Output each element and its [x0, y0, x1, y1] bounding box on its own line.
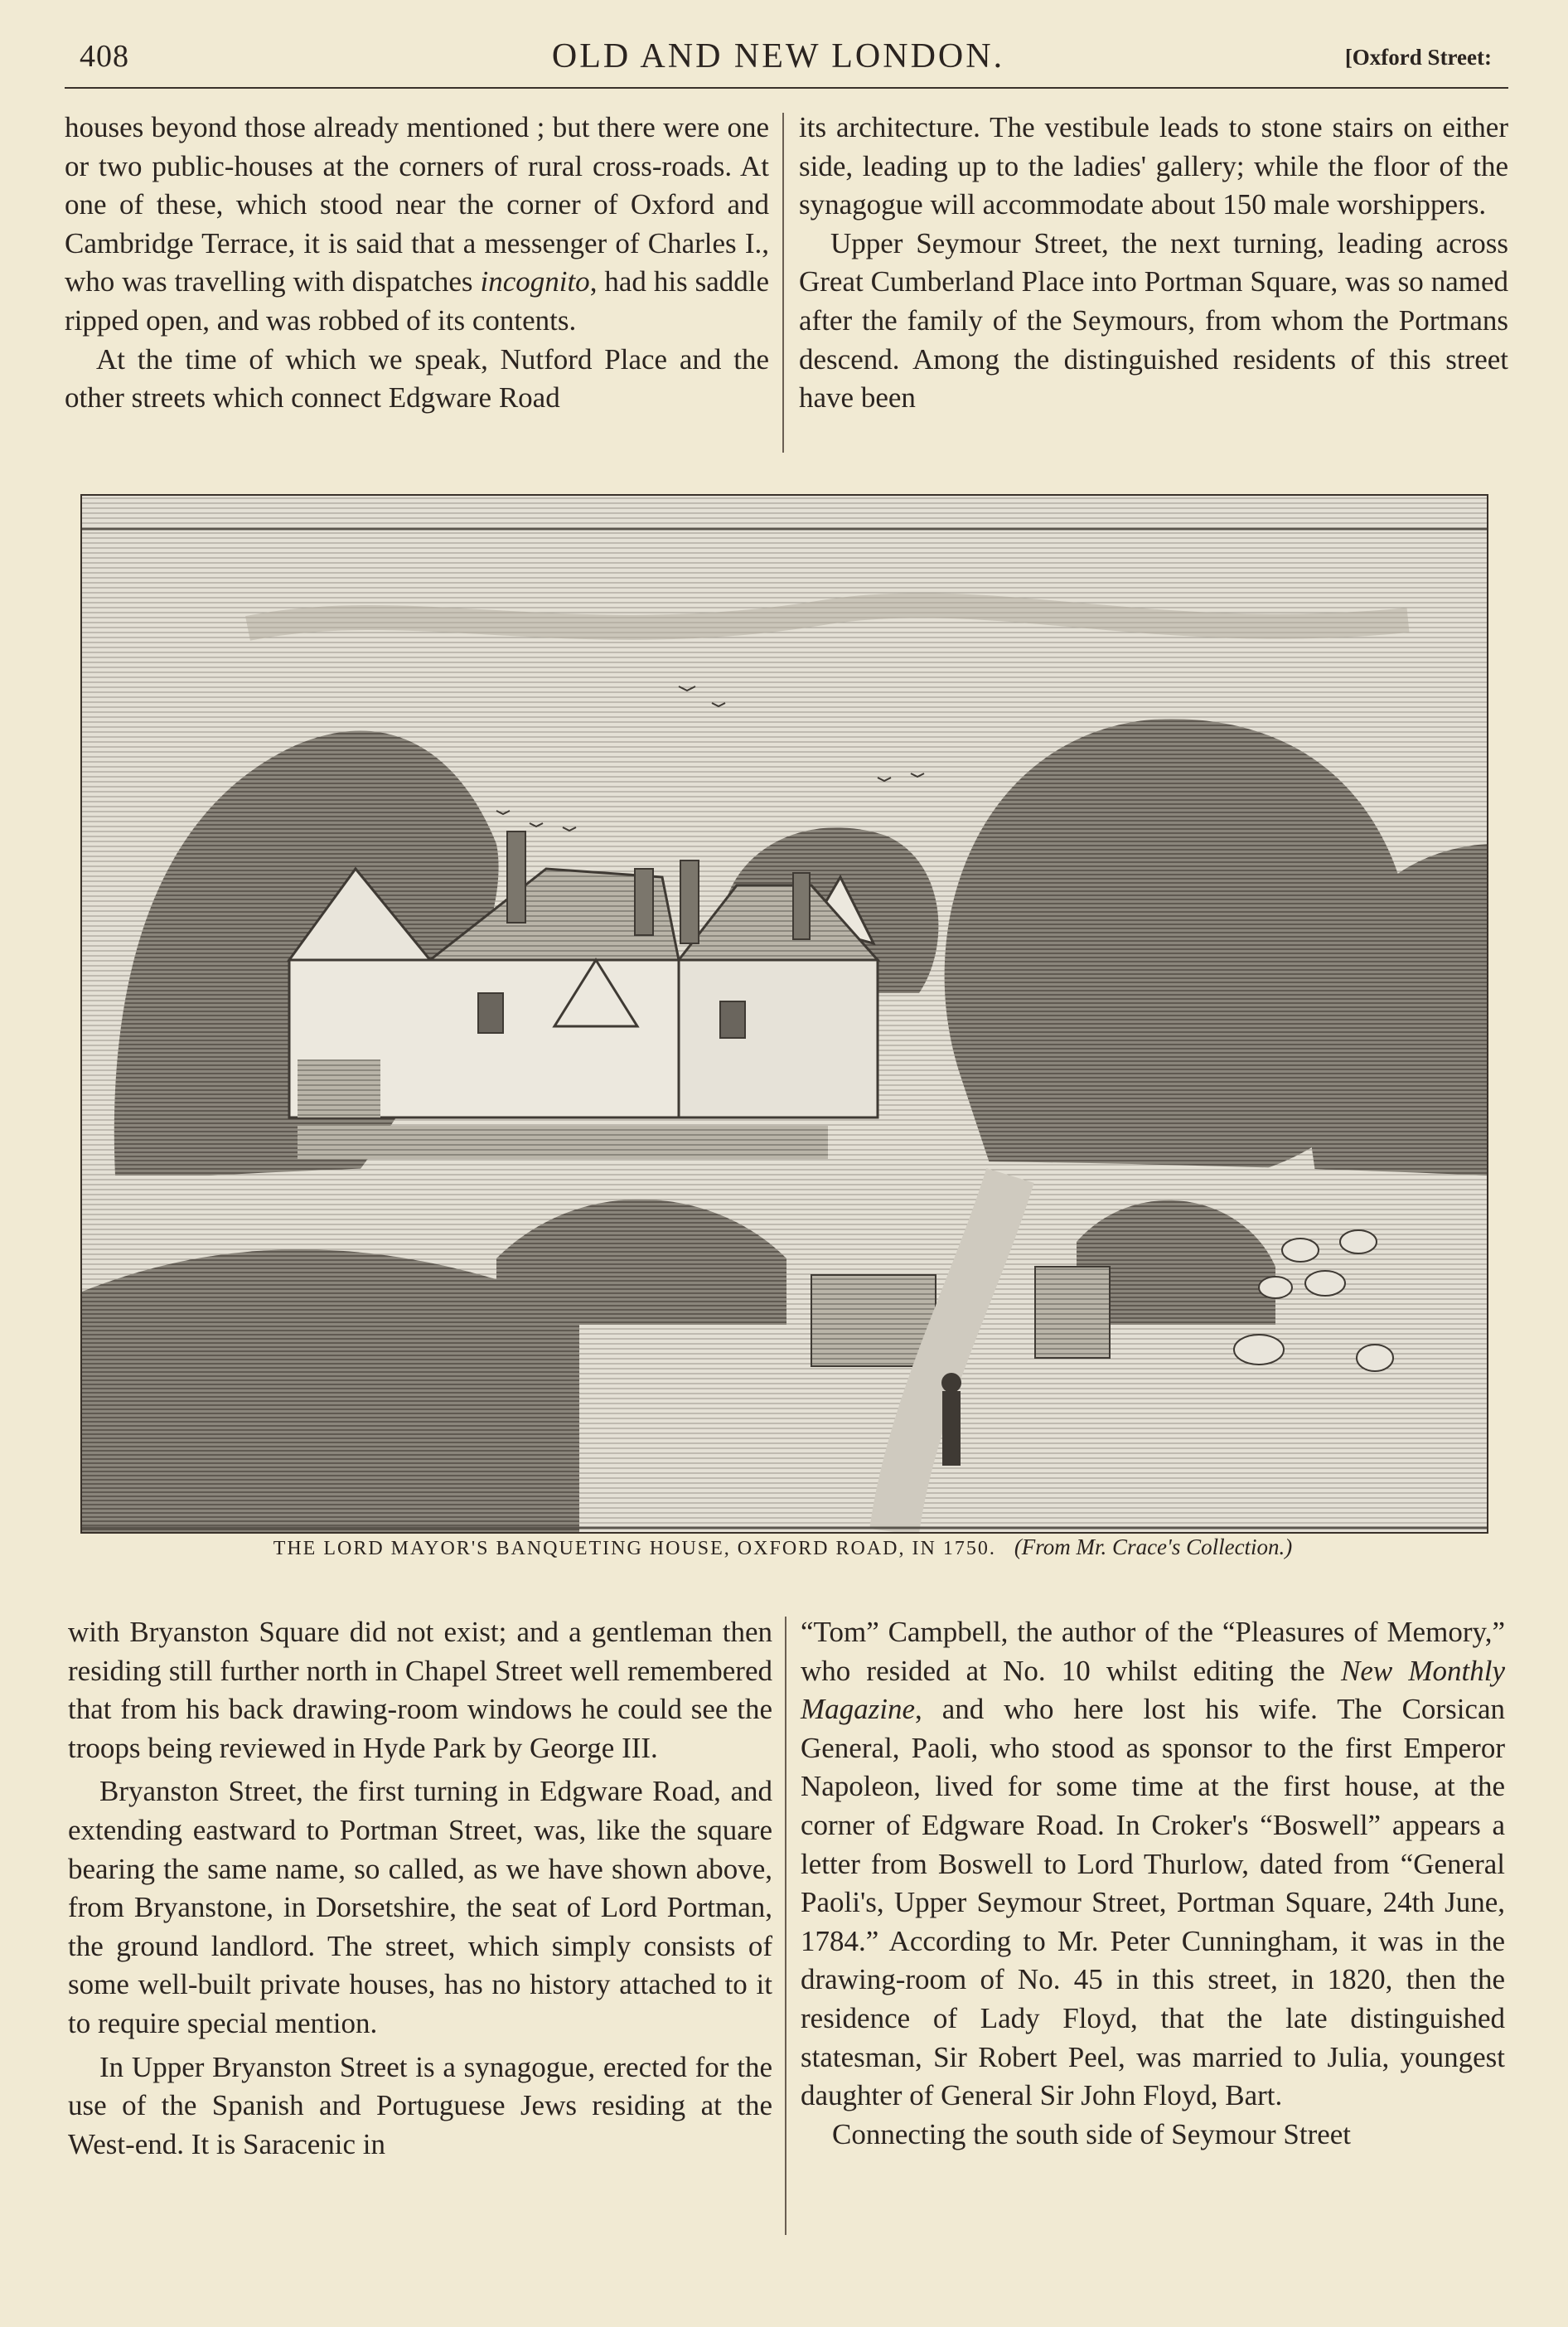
- column-divider: [785, 1617, 786, 2235]
- column-divider: [782, 113, 784, 453]
- bottom-left-column: [68, 1613, 772, 2164]
- paragraph: with Bryanston Square did not exist; and a gentleman then residing still further north in Chapel Street well remembered that from his back drawing-room windows he could see the troops being reviewed in Hyde Park by George III.: [68, 1616, 772, 1764]
- page-header: [65, 32, 1492, 90]
- section-reference: [Oxford Street:: [1344, 45, 1492, 70]
- paragraph: In Upper Bryanston Street is a synagogue, erected for the use of the Spanish and Portuguese Jews residing at the West-end. It is Saracenic in: [68, 2050, 772, 2160]
- top-left-column: [65, 109, 769, 418]
- header-rule: [65, 87, 1508, 89]
- paragraph: its architecture. The vestibule leads to stone stairs on either side, leading up to the ladies' gallery; while the floor of the synagogue will accommodate about 150 male worshippers.: [799, 111, 1508, 221]
- paragraph: Bryanston Street, the first turning in Edgware Road, and extending eastward to Portman Street, was, like the square bearing the same name, so called, as we have shown above, from Bryanstone, in Dorsetshire, the seat of Lord Portman, the ground landlord. The street, which simply consists of some well-built private houses, has no history attached to it to require special mention.: [68, 1775, 772, 2039]
- paragraph: At the time of which we speak, Nutford Place and the other streets which connect Edgware Road: [65, 342, 769, 414]
- page-number: 408: [80, 39, 129, 74]
- paragraph: Upper Seymour Street, the next turning, leading across Great Cumberland Place into Portman Square, was so named after the family of the Seymours, from whom the Portmans descend. Among the distinguished residents of this street have been: [799, 226, 1508, 414]
- italic-text: New Monthly Magazine: [801, 1654, 1505, 1726]
- figure-caption: [80, 1534, 1485, 1560]
- top-right-column: [799, 109, 1508, 418]
- text-run: houses beyond those already mentioned ; but there were one or two public-houses at the corners of rural cross-roads. At one of these, which stood near the corner of Oxford and Cambridge Terrace, it is said that a messenger of Charles I., who was travelling with dispatches: [65, 111, 769, 298]
- text-run: “Tom” Campbell, the author of the “Pleasures of Memory,” who resided at No. 10 whilst editing the: [801, 1616, 1505, 1687]
- paragraph: [65, 109, 769, 341]
- text-run: , had his saddle ripped open, and was robbed of its contents.: [65, 265, 769, 337]
- text-run: , and who here lost his wife. The Corsican General, Paoli, who stood as sponsor to the first Emperor Napoleon, lived for some time at the first house, at the corner of Edgware Road. In Croker's “Boswell” appears a letter from Boswell to Lord Thurlow, dated from “General Paoli's, Upper Seymour Street, Portman Square, 24th June, 1784.” According to Mr. Peter Cunningham, it was in the drawing-room of No. 45 in this street, in 1820, then the residence of Lady Floyd, that the late distinguished statesman, Sir Robert Peel, was married to Julia, youngest daughter of General Sir John Floyd, Bart.: [801, 1693, 1505, 2112]
- paragraph: Connecting the south side of Seymour Street: [832, 2117, 1352, 2150]
- bottom-right-column: [801, 1613, 1505, 2154]
- engraving-illustration: [80, 494, 1488, 1534]
- paragraph: [801, 1613, 1505, 2116]
- running-title: OLD AND NEW LONDON.: [551, 37, 1005, 75]
- caption-source: (From Mr. Crace's Collection.): [1014, 1534, 1293, 1559]
- banqueting-house-engraving: [82, 496, 1487, 1532]
- italic-text: incognito: [480, 265, 590, 298]
- caption-title: THE LORD MAYOR'S BANQUETING HOUSE, OXFORD ROAD, IN 1750.: [273, 1538, 996, 1559]
